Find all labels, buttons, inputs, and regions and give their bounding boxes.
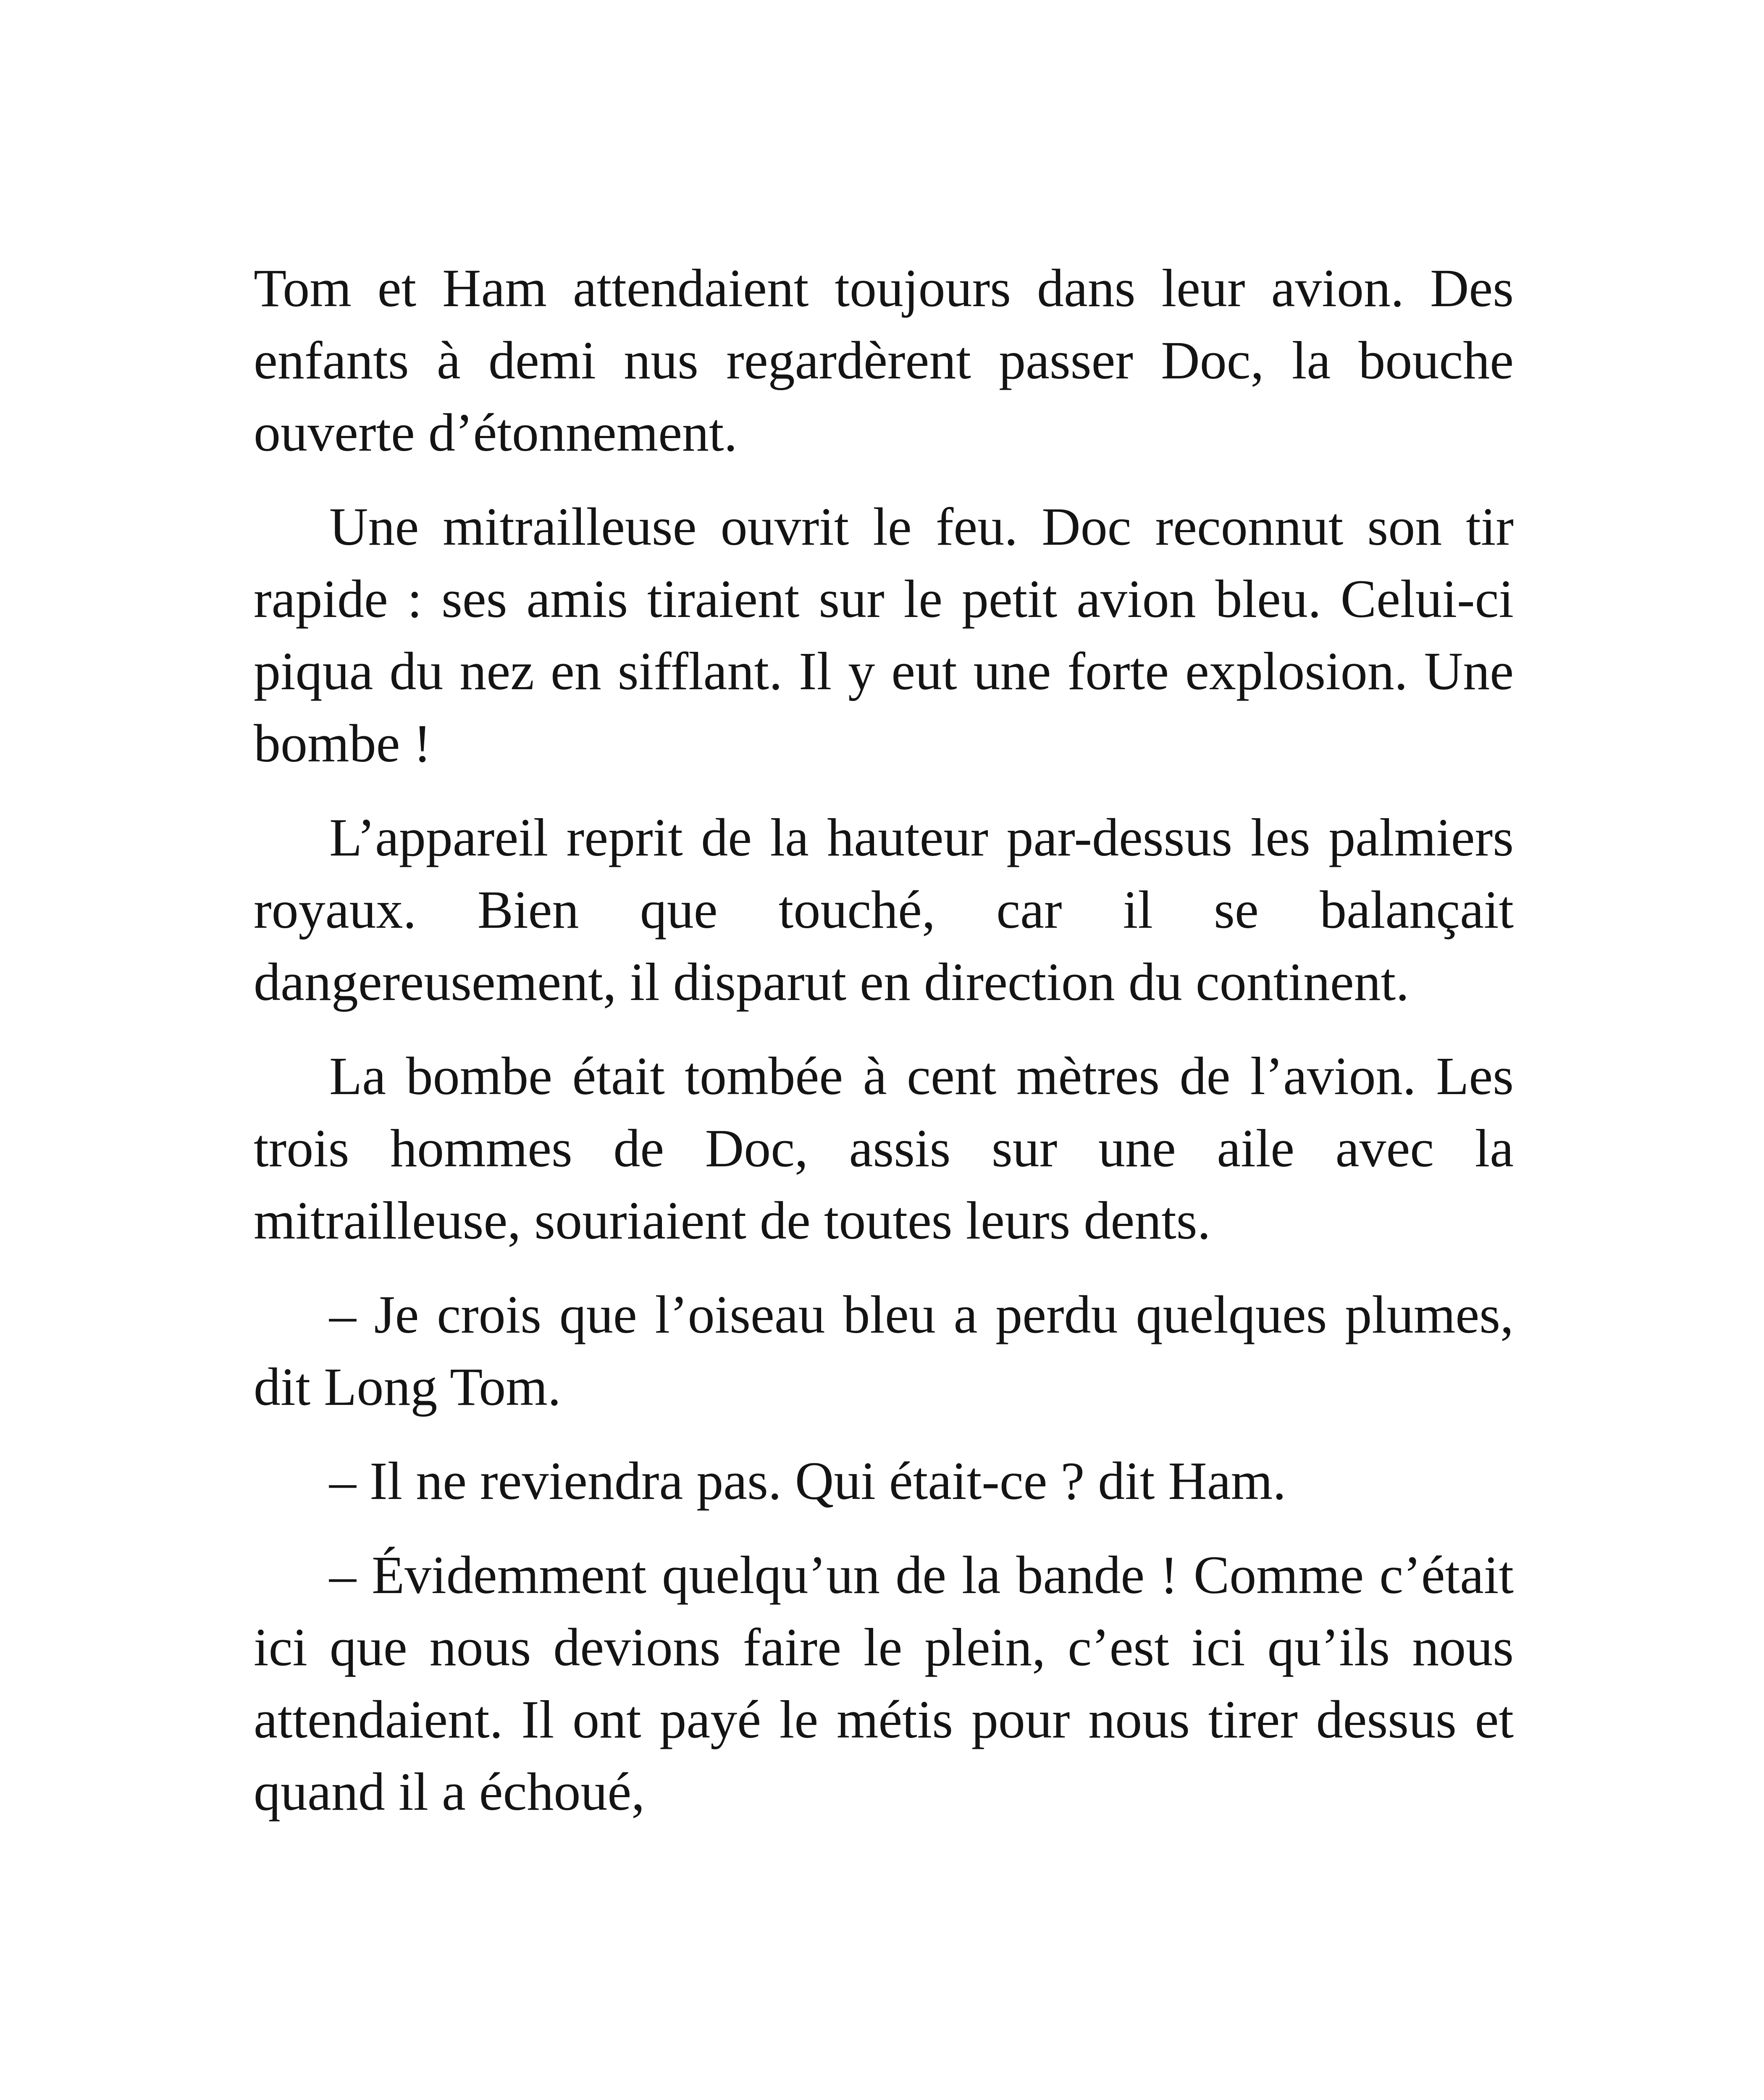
paragraph: Tom et Ham attendaient toujours dans leur avion. Des enfants à demi nus regardèrent passer Doc, la bouche ouverte d’étonnement. xyxy=(254,258,1514,462)
paragraph: L’appareil reprit de la hauteur par-dessus les palmiers royaux. Bien que touché, car il se balançait dangereusement, il disparut en direction du continent. xyxy=(254,808,1514,1012)
paragraph: – Il ne reviendra pas. Qui était-ce ? dit Ham. xyxy=(329,1451,1286,1511)
paragraph: La bombe était tombée à cent mètres de l’avion. Les trois hommes de Doc, assis sur une aile avec la mitrailleuse, souriaient de toutes leurs dents. xyxy=(254,1046,1514,1250)
paragraph: – Évidemment quelqu’un de la bande ! Comme c’était ici que nous devions faire le plein, c’est ici qu’ils nous attendaient. Il ont payé le métis pour nous tirer dessus et quand il a échoué, xyxy=(254,1545,1514,1822)
paragraph: – Je crois que l’oiseau bleu a perdu quelques plumes, dit Long Tom. xyxy=(254,1285,1514,1417)
body-text xyxy=(254,252,1514,1850)
paragraph: Une mitrailleuse ouvrit le feu. Doc reconnut son tir rapide : ses amis tiraient sur le petit avion bleu. Celui-ci piqua du nez en sifflant. Il y eut une forte explosion. Une bombe ! xyxy=(254,497,1514,773)
